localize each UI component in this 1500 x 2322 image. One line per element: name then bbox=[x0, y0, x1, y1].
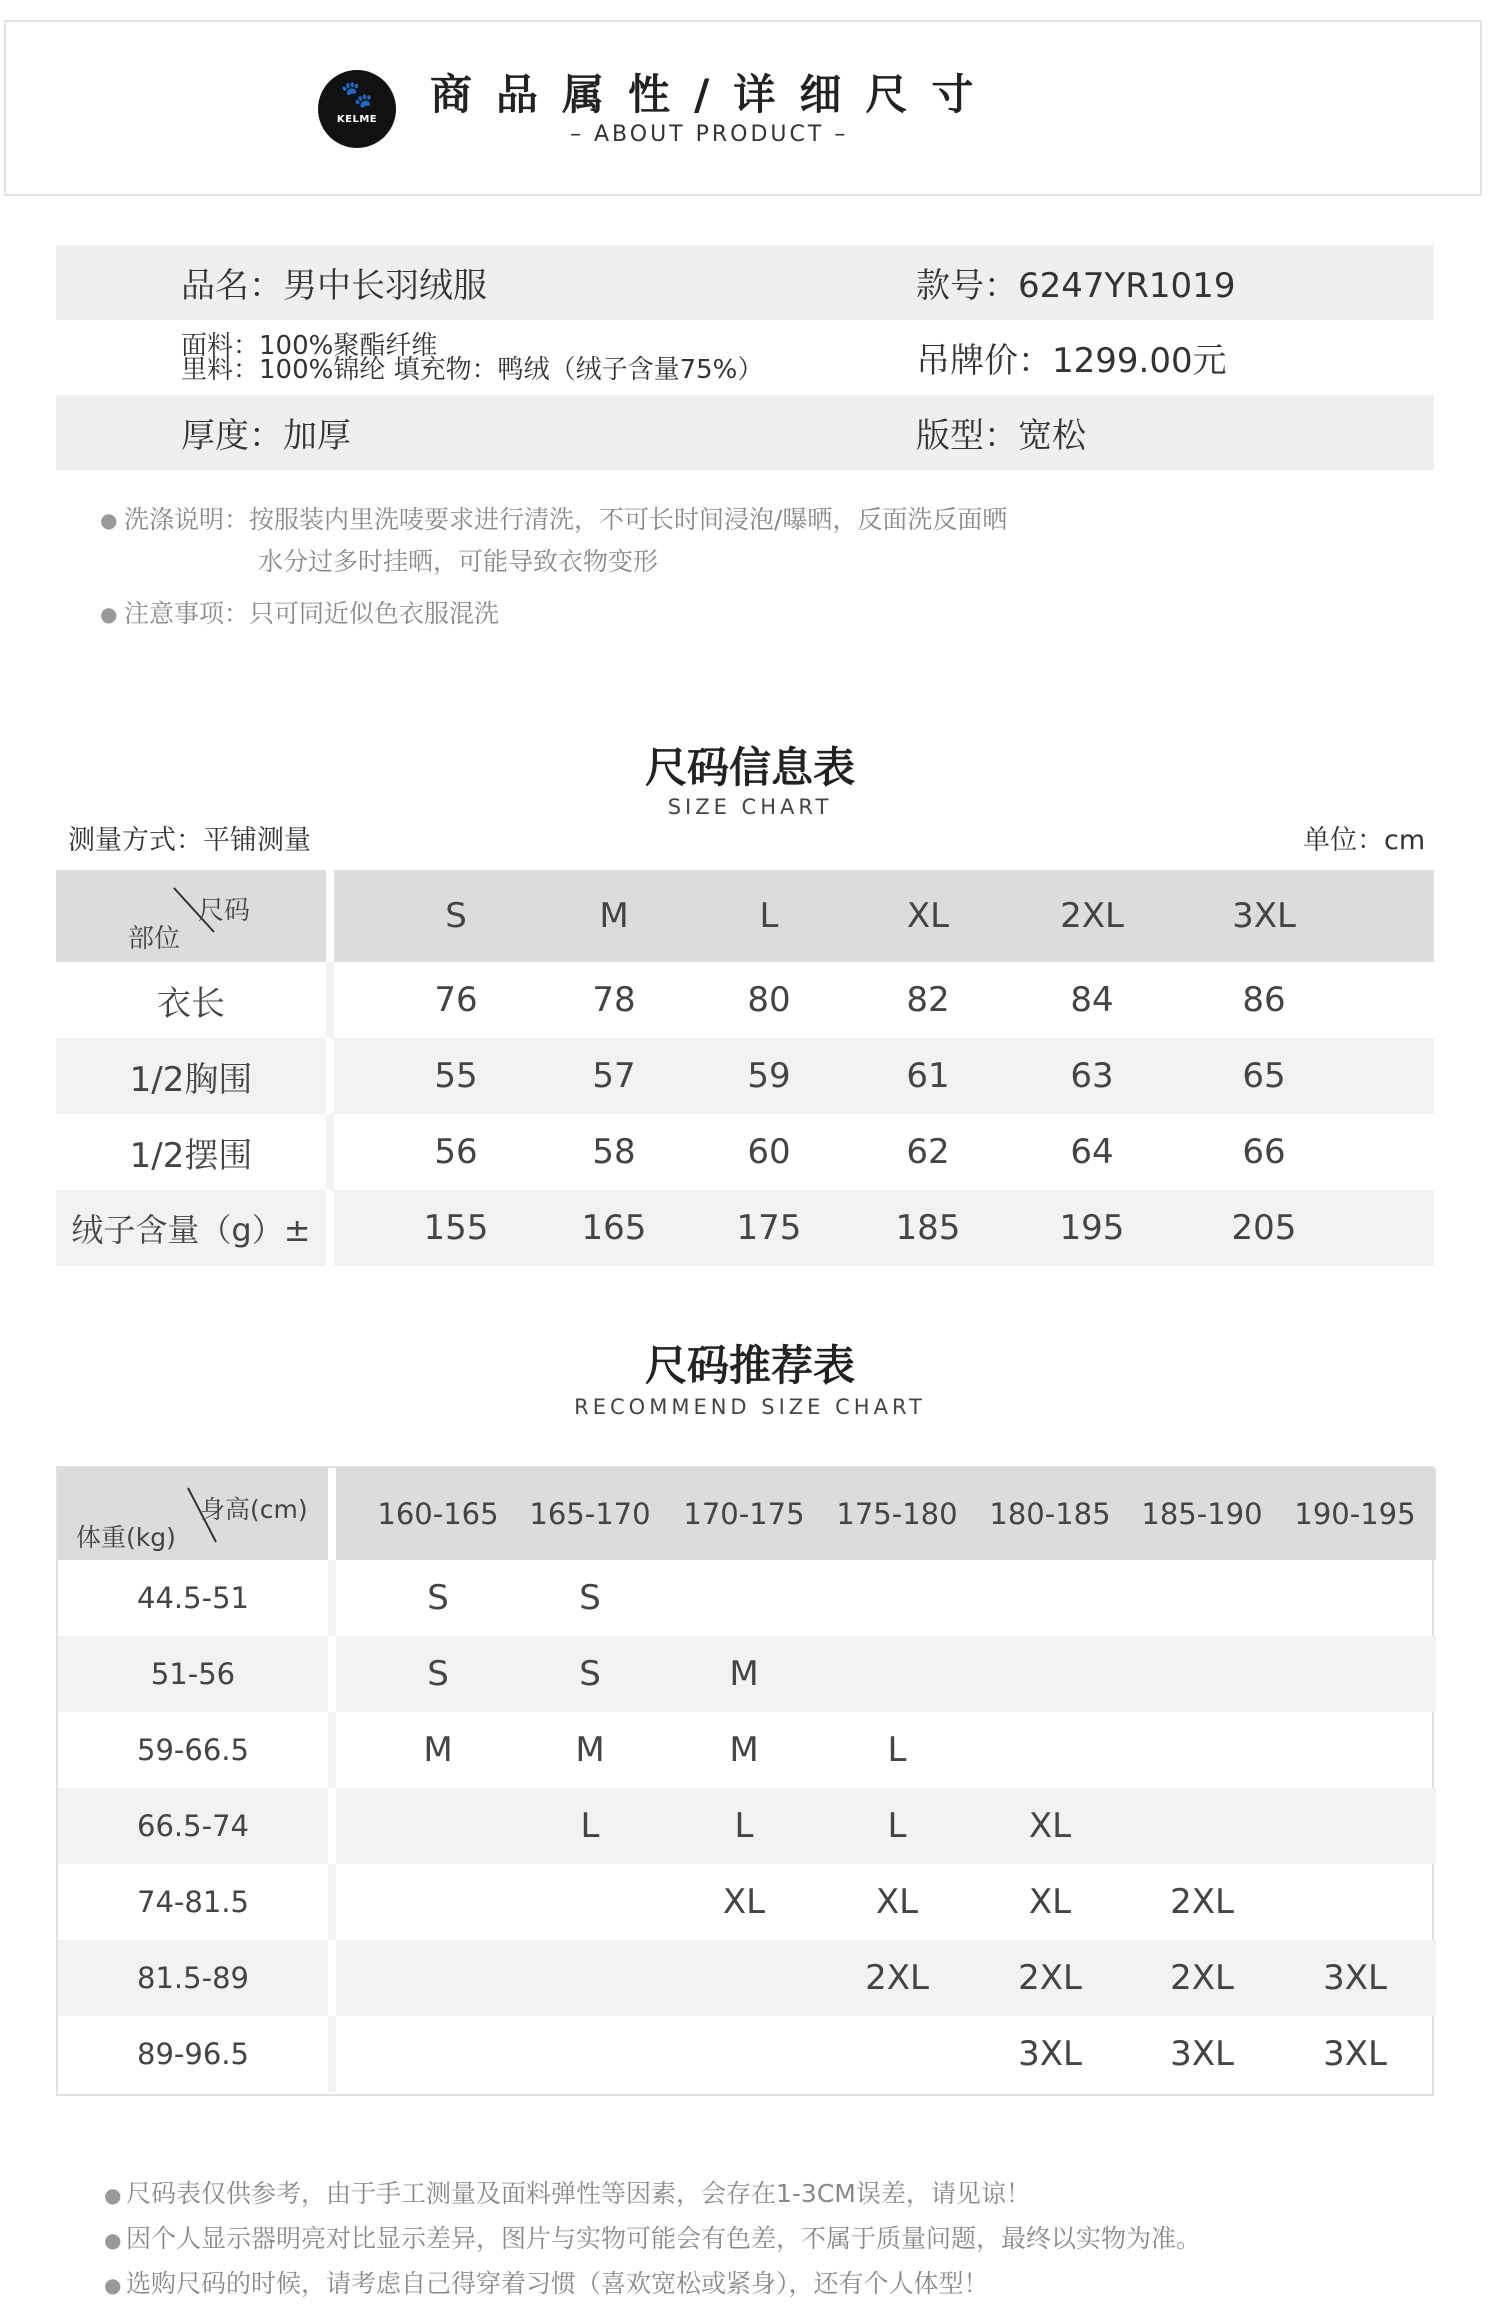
table-cell: L bbox=[734, 1806, 754, 1846]
recommend-chart-title: 尺码推荐表 bbox=[644, 1341, 855, 1390]
table-row bbox=[58, 1940, 1436, 2016]
corner-size-label: 尺码 bbox=[198, 896, 251, 926]
table-row bbox=[56, 1038, 1434, 1114]
column-divider bbox=[326, 1114, 334, 1190]
table-row bbox=[56, 962, 1434, 1038]
height-header: 175-180 bbox=[836, 1497, 958, 1531]
column-divider bbox=[326, 870, 334, 962]
column-divider bbox=[326, 962, 334, 1038]
table-cell bbox=[368, 2016, 508, 2092]
fabric-text: 面料：100%聚酯纤维 bbox=[181, 330, 438, 361]
size-header: M bbox=[599, 896, 629, 936]
brand-logo bbox=[318, 70, 396, 148]
table-header-row bbox=[56, 870, 1434, 962]
fit-type: 版型：宽松 bbox=[916, 416, 1086, 456]
diagonal-line-icon bbox=[56, 870, 326, 962]
table-cell: L bbox=[887, 1806, 907, 1846]
column-divider bbox=[328, 2016, 336, 2092]
bullet-icon: ● bbox=[104, 2183, 122, 2207]
height-header: 160-165 bbox=[377, 1497, 499, 1531]
bullet-icon: ● bbox=[104, 2228, 122, 2252]
table-cell bbox=[674, 1940, 814, 2016]
page-title: 商品属性/详细尺寸 bbox=[430, 70, 998, 119]
table-cell: S bbox=[427, 1654, 449, 1694]
column-divider bbox=[326, 1038, 334, 1114]
bullet-icon: ● bbox=[100, 508, 118, 532]
table-cell bbox=[827, 1560, 967, 1636]
table-cell: 165 bbox=[581, 1208, 647, 1248]
table-cell: 60 bbox=[747, 1132, 791, 1172]
table-cell: 3XL bbox=[1018, 2034, 1082, 2074]
footnote-text: 选购尺码的时候，请考虑自己得穿着习惯（喜欢宽松或紧身），还有个人体型！ bbox=[126, 2269, 989, 2298]
corner-header bbox=[58, 1468, 328, 1560]
table-cell: M bbox=[575, 1730, 605, 1770]
table-cell bbox=[368, 1788, 508, 1864]
column-divider bbox=[326, 1190, 334, 1266]
table-cell bbox=[674, 1560, 814, 1636]
height-header: 170-175 bbox=[683, 1497, 805, 1531]
weight-label: 74-81.5 bbox=[137, 1885, 249, 1919]
table-row bbox=[56, 1114, 1434, 1190]
recommend-chart-table bbox=[56, 1466, 1434, 2096]
table-cell: 2XL bbox=[1018, 1958, 1082, 1998]
table-cell bbox=[520, 2016, 660, 2092]
height-header: 180-185 bbox=[989, 1497, 1111, 1531]
size-header: 2XL bbox=[1060, 896, 1124, 936]
table-row bbox=[58, 1636, 1436, 1712]
table-cell bbox=[1285, 1712, 1425, 1788]
table-cell: L bbox=[887, 1730, 907, 1770]
attribute-row bbox=[56, 245, 1434, 320]
table-cell: 76 bbox=[434, 980, 478, 1020]
table-cell: 3XL bbox=[1323, 1958, 1387, 1998]
column-divider bbox=[328, 1788, 336, 1864]
attribute-row bbox=[56, 320, 1434, 395]
footnote-text: 因个人显示器明亮对比显示差异，图片与实物可能会有色差，不属于质量问题，最终以实物为准。 bbox=[126, 2224, 1202, 2253]
table-cell bbox=[520, 1940, 660, 2016]
table-cell: XL bbox=[1028, 1882, 1072, 1922]
table-cell bbox=[980, 1636, 1120, 1712]
row-label: 衣长 bbox=[157, 983, 225, 1024]
table-cell: S bbox=[427, 1578, 449, 1618]
table-row bbox=[58, 1864, 1436, 1940]
column-divider bbox=[328, 1864, 336, 1940]
table-cell bbox=[1132, 1636, 1272, 1712]
brand-logo-text: KELME bbox=[336, 114, 378, 125]
size-header: 3XL bbox=[1232, 896, 1296, 936]
row-label: 绒子含量（g）± bbox=[71, 1211, 311, 1249]
table-cell: 82 bbox=[906, 980, 950, 1020]
row-label: 1/2胸围 bbox=[129, 1059, 253, 1100]
table-cell bbox=[1132, 1712, 1272, 1788]
size-chart-subtitle: SIZE CHART bbox=[667, 795, 833, 819]
table-cell bbox=[1285, 1864, 1425, 1940]
row-label: 1/2摆围 bbox=[129, 1135, 253, 1176]
table-row bbox=[58, 2016, 1436, 2092]
corner-height-label: 身高(cm) bbox=[200, 1495, 308, 1524]
unit-label: 单位：cm bbox=[1303, 825, 1426, 856]
table-cell: 175 bbox=[736, 1208, 802, 1248]
weight-label: 66.5-74 bbox=[137, 1809, 249, 1843]
height-header: 190-195 bbox=[1294, 1497, 1416, 1531]
table-row bbox=[58, 1560, 1436, 1636]
table-header-row bbox=[58, 1468, 1436, 1560]
table-cell bbox=[980, 1712, 1120, 1788]
table-cell: 2XL bbox=[1170, 1958, 1234, 1998]
table-cell: 80 bbox=[747, 980, 791, 1020]
table-cell: 3XL bbox=[1323, 2034, 1387, 2074]
table-cell bbox=[368, 1864, 508, 1940]
table-cell: M bbox=[729, 1730, 759, 1770]
table-cell: XL bbox=[722, 1882, 766, 1922]
table-cell: 61 bbox=[906, 1056, 950, 1096]
table-cell: 2XL bbox=[1170, 1882, 1234, 1922]
table-row bbox=[58, 1712, 1436, 1788]
table-cell: S bbox=[579, 1654, 601, 1694]
table-cell: M bbox=[729, 1654, 759, 1694]
column-divider bbox=[328, 1940, 336, 2016]
weight-label: 59-66.5 bbox=[137, 1733, 249, 1767]
table-cell: 3XL bbox=[1170, 2034, 1234, 2074]
table-cell: 2XL bbox=[865, 1958, 929, 1998]
height-header: 165-170 bbox=[529, 1497, 651, 1531]
table-cell bbox=[520, 1864, 660, 1940]
bullet-icon: ● bbox=[100, 602, 118, 626]
table-cell bbox=[980, 1560, 1120, 1636]
weight-label: 44.5-51 bbox=[137, 1581, 249, 1615]
table-cell: 58 bbox=[592, 1132, 636, 1172]
wash-instructions-continued: 水分过多时挂晒，可能导致衣物变形 bbox=[258, 547, 659, 576]
table-cell: 155 bbox=[423, 1208, 489, 1248]
column-divider bbox=[328, 1560, 336, 1636]
table-cell: 59 bbox=[747, 1056, 791, 1096]
product-name: 品名：男中长羽绒服 bbox=[181, 266, 487, 306]
table-cell: 205 bbox=[1231, 1208, 1297, 1248]
table-cell bbox=[827, 2016, 967, 2092]
table-cell bbox=[1132, 1560, 1272, 1636]
table-cell: 56 bbox=[434, 1132, 478, 1172]
table-cell: 65 bbox=[1242, 1056, 1286, 1096]
table-cell: 86 bbox=[1242, 980, 1286, 1020]
table-cell: 84 bbox=[1070, 980, 1114, 1020]
size-chart-table bbox=[56, 870, 1434, 1265]
column-divider bbox=[328, 1468, 336, 1560]
table-cell: S bbox=[579, 1578, 601, 1618]
weight-label: 81.5-89 bbox=[137, 1961, 249, 1995]
recommend-chart-subtitle: RECOMMEND SIZE CHART bbox=[574, 1395, 926, 1419]
table-row bbox=[56, 1190, 1434, 1266]
column-divider bbox=[328, 1712, 336, 1788]
size-header: S bbox=[445, 896, 467, 936]
paw-icon: 🐾 bbox=[340, 80, 374, 110]
table-cell: M bbox=[423, 1730, 453, 1770]
table-cell bbox=[674, 2016, 814, 2092]
measure-method: 测量方式：平铺测量 bbox=[68, 825, 311, 856]
table-cell: 64 bbox=[1070, 1132, 1114, 1172]
attribute-row bbox=[56, 395, 1434, 470]
table-cell: 195 bbox=[1059, 1208, 1125, 1248]
style-number: 款号：6247YR1019 bbox=[916, 266, 1236, 306]
weight-label: 89-96.5 bbox=[137, 2037, 249, 2071]
page-subtitle: – ABOUT PRODUCT – bbox=[570, 122, 849, 147]
table-cell bbox=[368, 1940, 508, 2016]
table-cell bbox=[1285, 1636, 1425, 1712]
table-cell: XL bbox=[875, 1882, 919, 1922]
table-cell: 55 bbox=[434, 1056, 478, 1096]
care-note: 注意事项：只可同近似色衣服混洗 bbox=[124, 599, 500, 628]
table-cell: 78 bbox=[592, 980, 636, 1020]
column-divider bbox=[328, 1636, 336, 1712]
lining-text: 里料：100%锦纶 填充物：鸭绒（绒子含量75%） bbox=[181, 354, 764, 385]
table-cell: 63 bbox=[1070, 1056, 1114, 1096]
tag-price: 吊牌价：1299.00元 bbox=[916, 341, 1227, 381]
wash-instructions: 洗涤说明：按服装内里洗唛要求进行清洗，不可长时间浸泡/曝晒，反面洗反面晒 bbox=[124, 505, 1008, 534]
weight-label: 51-56 bbox=[150, 1657, 236, 1691]
table-cell: L bbox=[580, 1806, 600, 1846]
size-header: L bbox=[759, 896, 779, 936]
bullet-icon: ● bbox=[104, 2273, 122, 2297]
thickness: 厚度：加厚 bbox=[181, 416, 351, 456]
material-info bbox=[181, 320, 763, 395]
table-cell: XL bbox=[1028, 1806, 1072, 1846]
corner-header bbox=[56, 870, 326, 962]
table-cell: 66 bbox=[1242, 1132, 1286, 1172]
footnote-text: 尺码表仅供参考，由于手工测量及面料弹性等因素，会存在1-3CM误差，请见谅！ bbox=[126, 2179, 1031, 2208]
table-cell: 57 bbox=[592, 1056, 636, 1096]
table-cell: 185 bbox=[895, 1208, 961, 1248]
table-row bbox=[58, 1788, 1436, 1864]
table-cell bbox=[1285, 1560, 1425, 1636]
table-cell bbox=[827, 1636, 967, 1712]
table-cell: 62 bbox=[906, 1132, 950, 1172]
height-header: 185-190 bbox=[1141, 1497, 1263, 1531]
table-cell bbox=[1285, 1788, 1425, 1864]
table-cell bbox=[1132, 1788, 1272, 1864]
size-chart-title: 尺码信息表 bbox=[644, 743, 855, 792]
size-header: XL bbox=[906, 896, 950, 936]
corner-part-label: 部位 bbox=[128, 924, 181, 954]
corner-weight-label: 体重(kg) bbox=[76, 1523, 176, 1552]
